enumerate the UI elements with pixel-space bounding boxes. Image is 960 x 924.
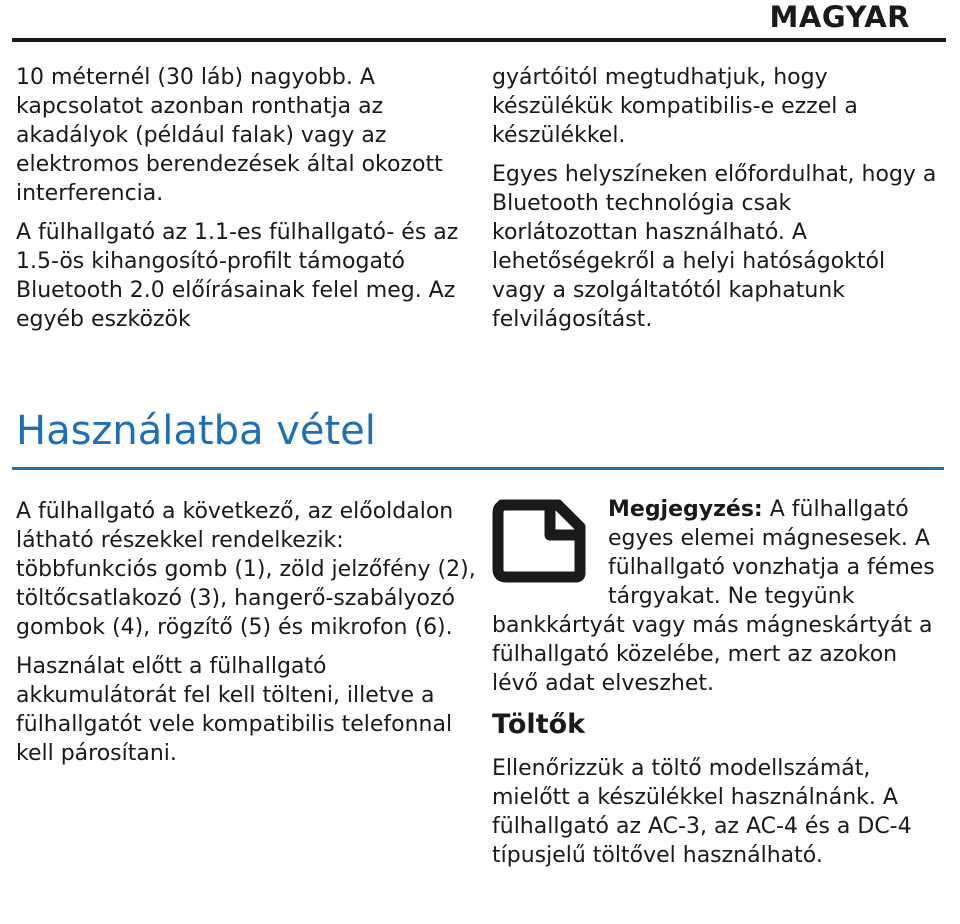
top-rule [12,38,946,42]
paragraph: A fülhallgató az 1.1-es fülhallgató- és az 1.5-ös kihangosító-profilt támogató Bluetooth 2.0 előírásainak felel meg. Az egyéb eszközök [16,220,459,332]
paragraph: 10 méternél (30 láb) nagyobb. A kapcsolatot azonban ronthatja az akadályok (például falak) vagy az elektromos berendezések által okozott interferencia. [16,65,443,206]
section-rule [12,467,944,470]
paragraph: Egyes helyszíneken előfordulhat, hogy a Bluetooth technológia csak korlátozottan használható. A lehetőségekről a helyi hatóságoktól vagy a szolgáltatótól kaphatunk felvilágosítást. [492,162,937,332]
note-icon [492,499,588,583]
paragraph: gyártóitól megtudhatjuk, hogy készülékük kompatibilis-e ezzel a készülékkel. [492,65,858,148]
paragraph: A fülhallgató a következő, az előoldalon látható részekkel rendelkezik: többfunkciós gomb (1), zöld jelzőfény (2), töltőcsatlakozó (3), hangerő-szabályozó gombok (4), rögzítő (5) és mikrofon (6). [16,499,476,640]
top-right-column [492,63,942,344]
bottom-right-column [492,495,944,880]
language-label: MAGYAR [769,0,910,34]
paragraph: Használat előtt a fülhallgató akkumulátorát fel kell tölteni, illetve a fülhallgatót vele kompatibilis telefonnal kell párosítani. [16,654,453,766]
section-title: Használatba vétel [16,408,376,454]
paragraph: Ellenőrizzük a töltő modellszámát, mielőtt a készülékkel használnánk. A fülhallgató az AC-3, az AC-4 és a DC-4 típusjelű töltővel használható. [492,756,912,868]
bottom-left-column [16,497,476,778]
note-label: Megjegyzés: [608,497,763,522]
note-body: A fülhallgató egyes elemei mágnesesek. A fülhallgató vonzhatja a fémes tárgyakat. Ne tegyünk bankkártyát vagy más mágneskártyát a fülhallgató közelébe, mert az azokon lévő adat elveszhet. [492,497,935,696]
subheading-chargers: Töltők [492,709,586,740]
note-block [492,495,944,698]
top-left-column [16,63,476,344]
